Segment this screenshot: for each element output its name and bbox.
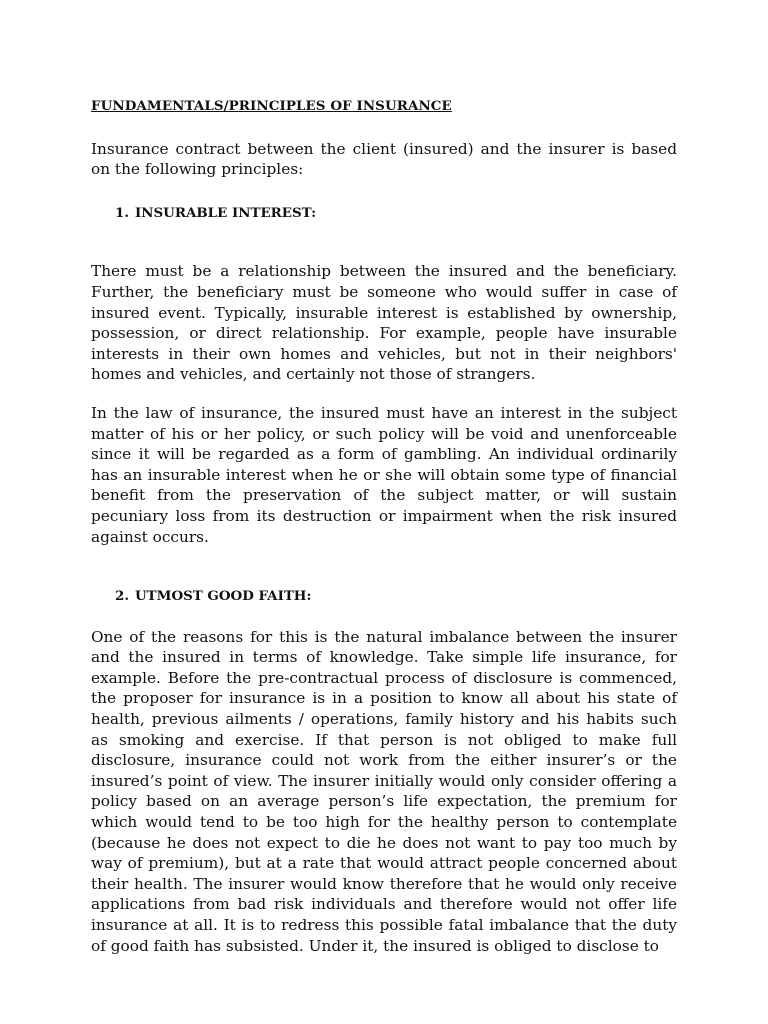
paragraph-utmost-good-faith-1: One of the reasons for this is the natural imbalance between the insurer and the insured in terms of knowledge. Take simple life insurance, for example. Before the pre-contractual process of disclosure is commenced, the proposer for insurance is in a position to know all about his state of health, previous ailments / operations, family history and his habits such as smoking and exercise. If that person is not obliged to make full disclosure, insurance could not work from the either insurer’s or the insured’s point of view. The insurer initially would only consider offering a policy based on an average person’s life expectation, the premium for which would tend to be too high for the healthy person to contemplate (because he does not expect to die he does not want to pay too much by way of premium), but at a rate that would attract people concerned about their health. The insurer would know therefore that he would only receive applications from bad risk individuals and therefore would not offer life insurance at all. It is to redress this possible fatal imbalance that the duty of good faith has subsisted. Under it, the insured is obliged to disclose to: [91, 627, 677, 955]
section-heading-insurable-interest: [91, 203, 677, 224]
intro-paragraph: Insurance contract between the client (insured) and the insurer is based on the following principles:: [91, 139, 677, 179]
section-number: 1.: [115, 204, 129, 221]
paragraph-insurable-interest-1: There must be a relationship between the insured and the beneficiary. Further, the beneficiary must be someone who would suffer in case of insured event. Typically, insurable interest is established by ownership, possession, or direct relationship. For example, people have insurable interests in their own homes and vehicles, but not in their neighbors' homes and vehicles, and certainly not those of strangers.: [91, 262, 677, 384]
section-heading-text: UTMOST GOOD FAITH:: [135, 588, 312, 605]
document-title: FUNDAMENTALS/PRINCIPLES OF INSURANCE: [91, 98, 452, 114]
document-page: [91, 96, 677, 956]
section-heading-utmost-good-faith: [91, 586, 677, 607]
section-heading-text: INSURABLE INTEREST:: [135, 204, 317, 221]
paragraph-insurable-interest-2: In the law of insurance, the insured must have an interest in the subject matter of his or her policy, or such policy will be void and unenforceable since it will be regarded as a form of gambling. An individual ordinarily has an insurable interest when he or she will obtain some type of financial benefit from the preservation of the subject matter, or will sustain pecuniary loss from its destruction or impairment when the risk insured against occurs.: [91, 403, 677, 546]
section-number: 2.: [115, 588, 129, 605]
